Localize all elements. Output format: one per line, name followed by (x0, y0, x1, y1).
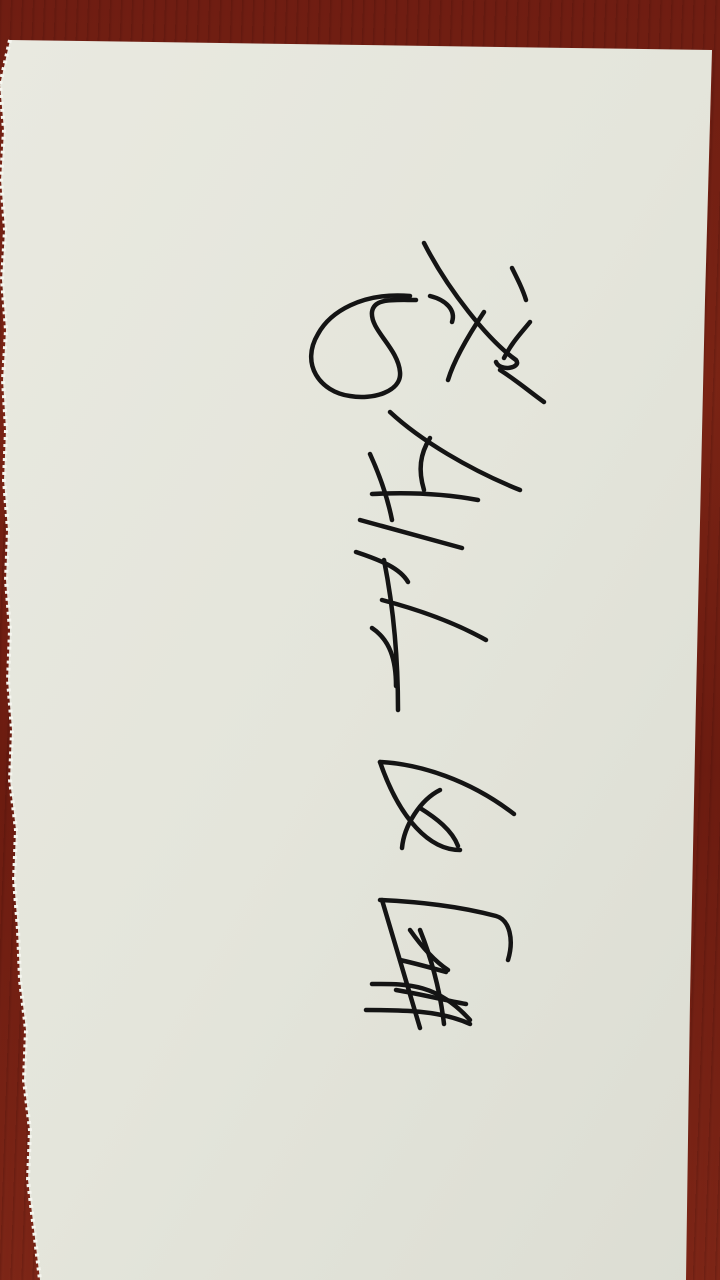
ink-stroke (512, 268, 526, 300)
ink-stroke (311, 295, 416, 397)
ink-stroke (430, 296, 453, 322)
ink-stroke (360, 520, 462, 548)
ink-stroke (504, 322, 530, 358)
ink-stroke (390, 412, 520, 490)
ink-stroke (424, 243, 517, 368)
ink-stroke (420, 930, 444, 1024)
ink-stroke (420, 808, 458, 846)
ink-stroke (370, 454, 392, 520)
ink-stroke (356, 552, 408, 582)
ink-stroke (382, 600, 486, 640)
ink-stroke (421, 438, 430, 490)
ink-stroke (380, 900, 511, 960)
ink-stroke (500, 370, 544, 402)
ink-stroke (372, 628, 396, 686)
